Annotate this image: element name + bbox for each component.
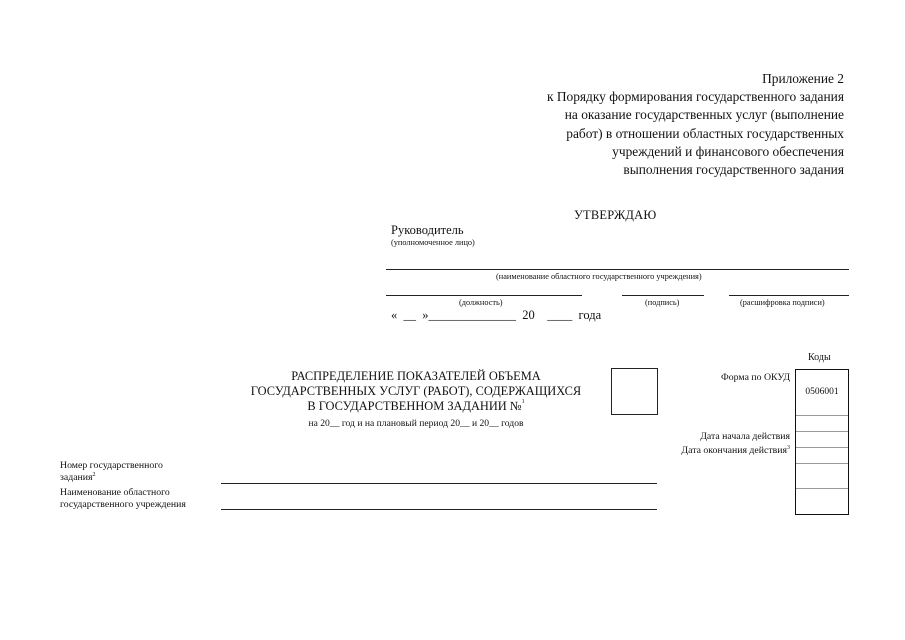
- institution-label-line: Наименование областного: [60, 487, 170, 498]
- institution-label: [60, 487, 186, 510]
- appendix-line: выполнения государственного задания: [623, 162, 844, 178]
- appendix-line: работ) в отношении областных государственных: [566, 125, 844, 141]
- institution-name-line: [386, 269, 849, 270]
- institution-name-field-line: [221, 509, 657, 510]
- task-number-label-line: задания: [60, 471, 93, 483]
- position-line: [386, 295, 582, 296]
- okud-label: Форма по ОКУД: [721, 372, 790, 383]
- approval-heading: УТВЕРЖДАЮ: [574, 208, 657, 222]
- head-title: Руководитель: [391, 223, 464, 237]
- codes-header: Коды: [808, 352, 831, 363]
- form-title: [230, 369, 602, 431]
- institution-label-line: государственного учреждения: [60, 498, 186, 510]
- appendix-line: на оказание государственных услуг (выполнение: [564, 107, 844, 123]
- approval-date-line: « __ »______________ 20 ____ года: [391, 308, 602, 322]
- codes-table: [795, 369, 849, 515]
- end-date-label: Дата окончания действия: [681, 445, 787, 456]
- task-number-code-cell: [796, 464, 848, 489]
- task-number-label-line: Номер государственного: [60, 460, 163, 471]
- appendix-line: учреждений и финансового обеспечения: [612, 143, 844, 159]
- institution-code-cell: [796, 489, 848, 514]
- period-line: на 20__ год и на плановый период 20__ и 20__ годов: [308, 418, 524, 429]
- code-cell: [796, 416, 848, 432]
- form-title-line: РАСПРЕДЕЛЕНИЕ ПОКАЗАТЕЛЕЙ ОБЪЕМА: [291, 369, 541, 383]
- start-date-label: Дата начала действия: [700, 431, 790, 442]
- signature-decoding-hint: (расшифровка подписи): [740, 298, 825, 307]
- position-hint: (должность): [459, 298, 503, 307]
- signature-hint: (подпись): [645, 298, 680, 307]
- appendix-line: Приложение 2: [762, 71, 844, 86]
- footnote-marker: 2: [92, 471, 96, 478]
- task-number-label: [60, 460, 163, 483]
- form-title-line: В ГОСУДАРСТВЕННОМ ЗАДАНИИ №: [307, 399, 522, 413]
- number-box: [611, 368, 658, 415]
- footnote-marker: 1: [521, 399, 525, 405]
- signature-decoding-line: [729, 295, 849, 296]
- form-title-line: ГОСУДАРСТВЕННЫХ УСЛУГ (РАБОТ), СОДЕРЖАЩИХСЯ: [250, 384, 582, 398]
- end-date-cell: [796, 448, 848, 464]
- appendix-line: к Порядку формирования государственного задания: [546, 89, 844, 105]
- task-number-line: [221, 483, 657, 484]
- okud-code-cell: 0506001: [796, 370, 848, 416]
- footnote-marker: 3: [787, 445, 790, 451]
- appendix-header: [444, 70, 844, 179]
- signature-line: [622, 295, 704, 296]
- start-date-cell: [796, 432, 848, 448]
- institution-name-hint: (наименование областного государственного учреждения): [496, 272, 702, 281]
- authorized-person-hint: (уполномоченное лицо): [391, 238, 475, 247]
